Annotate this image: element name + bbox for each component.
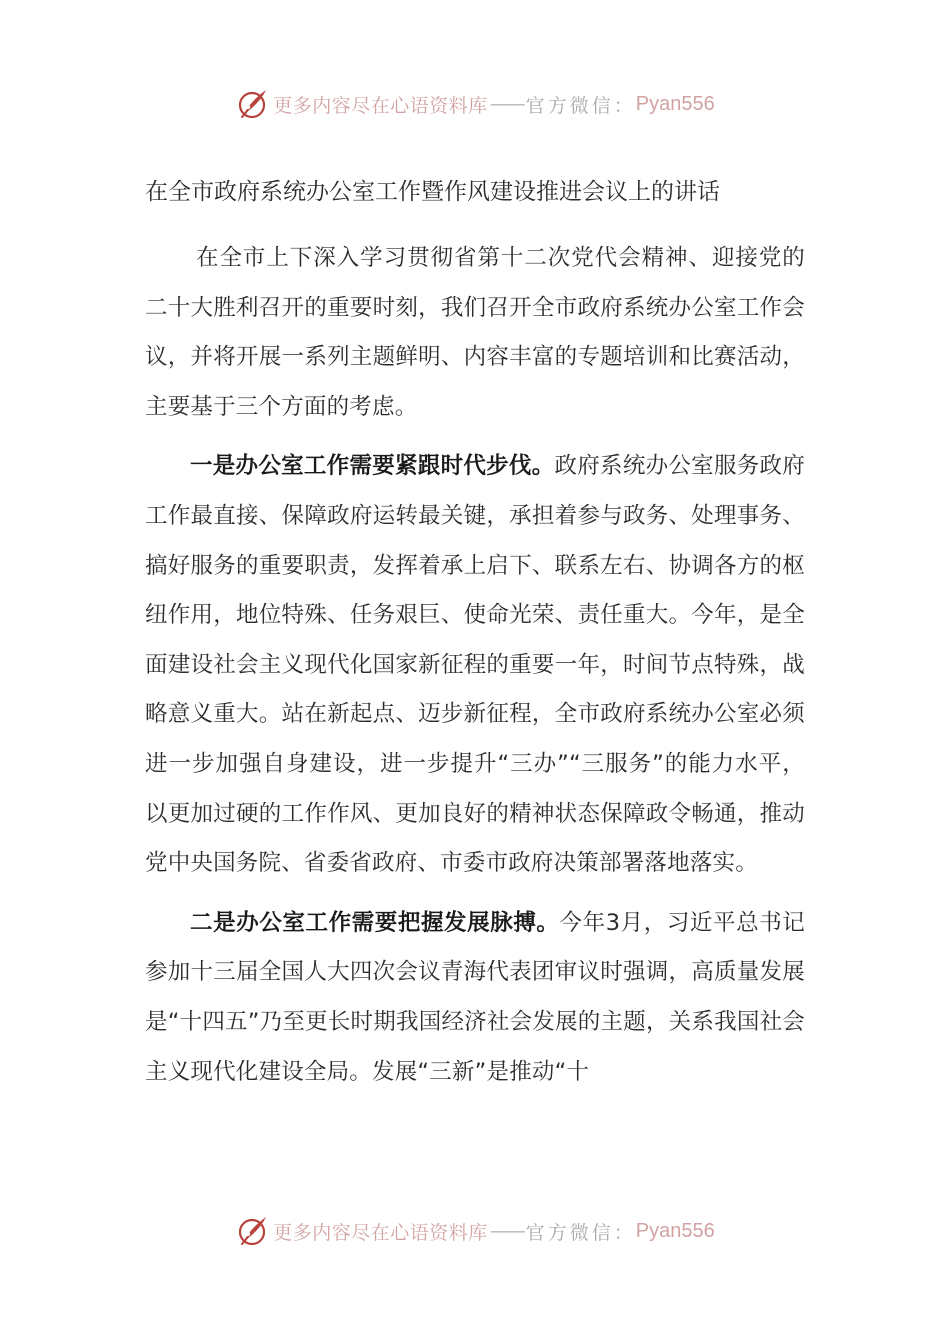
paragraph-text: 今年3月，习近平总书记参加十三届全国人大四次会议青海代表团审议时强调，高质量发展是“十四五”乃至更长时期我国经济社会发展的主题，关系我国社会主义现代化建设全局。发展“三新”是推动“十 xyxy=(145,909,806,1085)
banner-dash: —— xyxy=(489,93,524,115)
paragraph-intro xyxy=(145,234,805,432)
document-body xyxy=(145,172,805,1107)
banner-slogan: 更多内容尽在心语资料库 xyxy=(273,1221,488,1244)
banner-wechat-id: Pyan556 xyxy=(635,1219,715,1242)
paragraph-text: 政府系统办公室服务政府工作最直接、保障政府运转最关键，承担着参与政务、处理事务、搞好服务的重要职责，发挥着承上启下、联系左右、协调各方的枢纽作用，地位特殊、任务艰巨、使命光荣、责任重大。今年，是全面建设社会主义现代化国家新征程的重要一年，时间节点特殊，战略意义重大。站在新起点、迈步新征程，全市政府系统办公室必须进一步加强自身建设，进一步提升“三办”“三服务”的能力水平，以更加过硬的工作作风、更加良好的精神状态保障政令畅通，推动党中央国务院、省委省政府、市委市政府决策部署落地落实。 xyxy=(145,453,806,877)
paragraph-point-one xyxy=(145,442,805,888)
footer-banner xyxy=(0,1211,950,1251)
paragraph-point-two xyxy=(145,899,805,1097)
document-title: 在全市政府系统办公室工作暨作风建设推进会议上的讲话 xyxy=(145,179,720,205)
banner-wechat-id: Pyan556 xyxy=(635,92,715,115)
paragraph-lead: 二是办公室工作需要把握发展脉搏。 xyxy=(190,909,560,936)
quill-pen-logo-icon xyxy=(235,1214,269,1248)
paragraph-text: 在全市上下深入学习贯彻省第十二次党代会精神、迎接党的二十大胜利召开的重要时刻，我们召开全市政府系统办公室工作会议，并将开展一系列主题鲜明、内容丰富的专题培训和比赛活动，主要基于三个方面的考虑。 xyxy=(145,245,805,420)
paragraph-lead: 一是办公室工作需要紧跟时代步伐。 xyxy=(190,453,555,480)
quill-pen-logo-icon xyxy=(235,87,269,121)
header-banner xyxy=(0,84,950,124)
banner-wechat-label: 官方微信： xyxy=(525,1221,636,1244)
banner-slogan: 更多内容尽在心语资料库 xyxy=(273,94,488,117)
banner-wechat-label: 官方微信： xyxy=(525,94,636,117)
banner-dash: —— xyxy=(489,1220,524,1242)
